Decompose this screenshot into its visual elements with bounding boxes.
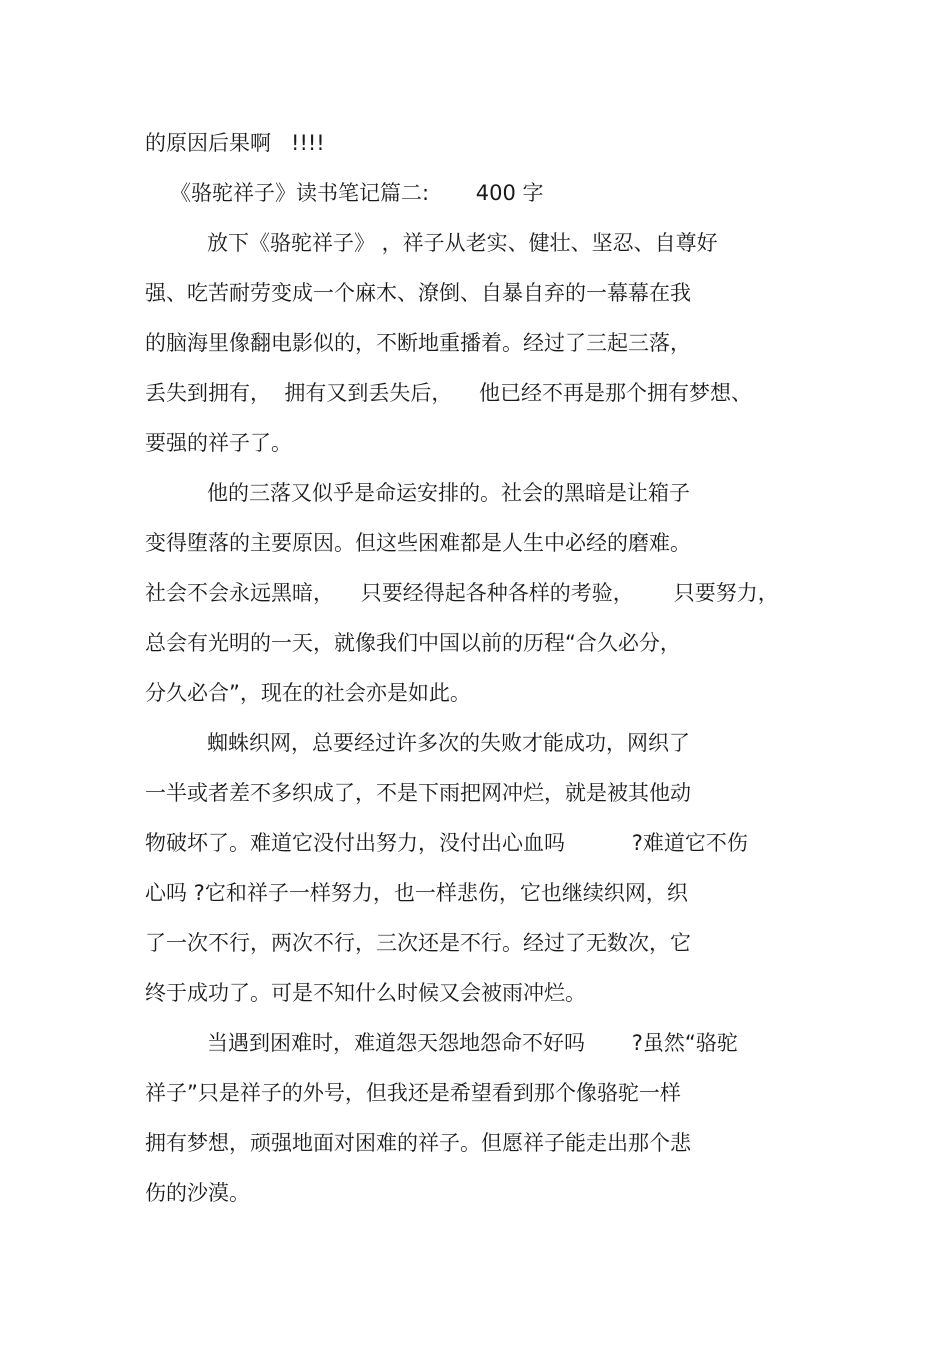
paragraph-4-line-4: 伤的沙漠。 <box>145 1181 250 1205</box>
paragraph-4-line-3: 拥有梦想，顽强地面对困难的祥子。但愿祥子能走出那个悲 <box>145 1131 691 1155</box>
paragraph-2-line-2: 变得堕落的主要原因。但这些困难都是人生中必经的磨难。 <box>145 531 691 555</box>
paragraph-3-line-3: 物破坏了。难道它没付出努力，没付出心血吗 ?难道它不伤 <box>145 831 748 855</box>
paragraph-2-line-1: 他的三落又似乎是命运安排的。社会的黑暗是让箱子 <box>207 481 690 505</box>
section-heading: 《骆驼祥子》读书笔记篇二: 400 字 <box>170 181 544 205</box>
paragraph-3-line-1: 蜘蛛织网，总要经过许多次的失败才能成功，网织了 <box>207 731 690 755</box>
paragraph-3-line-4: 心吗 ?它和祥子一样努力，也一样悲伤，它也继续织网，织 <box>145 881 688 905</box>
paragraph-1-line-3: 的脑海里像翻电影似的，不断地重播着。经过了三起三落， <box>145 331 691 355</box>
paragraph-1-line-5: 要强的祥子了。 <box>145 431 292 455</box>
paragraph-3-line-6: 终于成功了。可是不知什么时候又会被雨冲烂。 <box>145 981 586 1005</box>
paragraph-2-line-4: 总会有光明的一天，就像我们中国以前的历程“合久必分， <box>145 631 681 655</box>
paragraph-3-line-5: 了一次不行，两次不行，三次还是不行。经过了无数次，它 <box>145 931 691 955</box>
paragraph-4-line-1: 当遇到困难时，难道怨天怨地怨命不好吗 ?虽然“骆驼 <box>207 1031 738 1055</box>
paragraph-1-line-4: 丢失到拥有， 拥有又到丢失后， 他已经不再是那个拥有梦想、 <box>145 381 753 405</box>
paragraph-2-line-3: 社会不会永远黑暗， 只要经得起各种各样的考验， 只要努力， <box>145 581 779 605</box>
paragraph-1-line-2: 强、吃苦耐劳变成一个麻木、潦倒、自暴自弃的一幕幕在我 <box>145 281 691 305</box>
paragraph-3-line-2: 一半或者差不多织成了，不是下雨把网冲烂，就是被其他动 <box>145 781 691 805</box>
paragraph-1-line-1: 放下《骆驼祥子》 ，祥子从老实、健壮、坚忍、自尊好 <box>207 231 718 255</box>
paragraph-2-line-5: 分久必合”，现在的社会亦是如此。 <box>145 681 471 705</box>
text-line-1: 的原因后果啊 !!!! <box>145 131 325 155</box>
paragraph-4-line-2: 祥子”只是祥子的外号，但我还是希望看到那个像骆驼一样 <box>145 1081 681 1105</box>
